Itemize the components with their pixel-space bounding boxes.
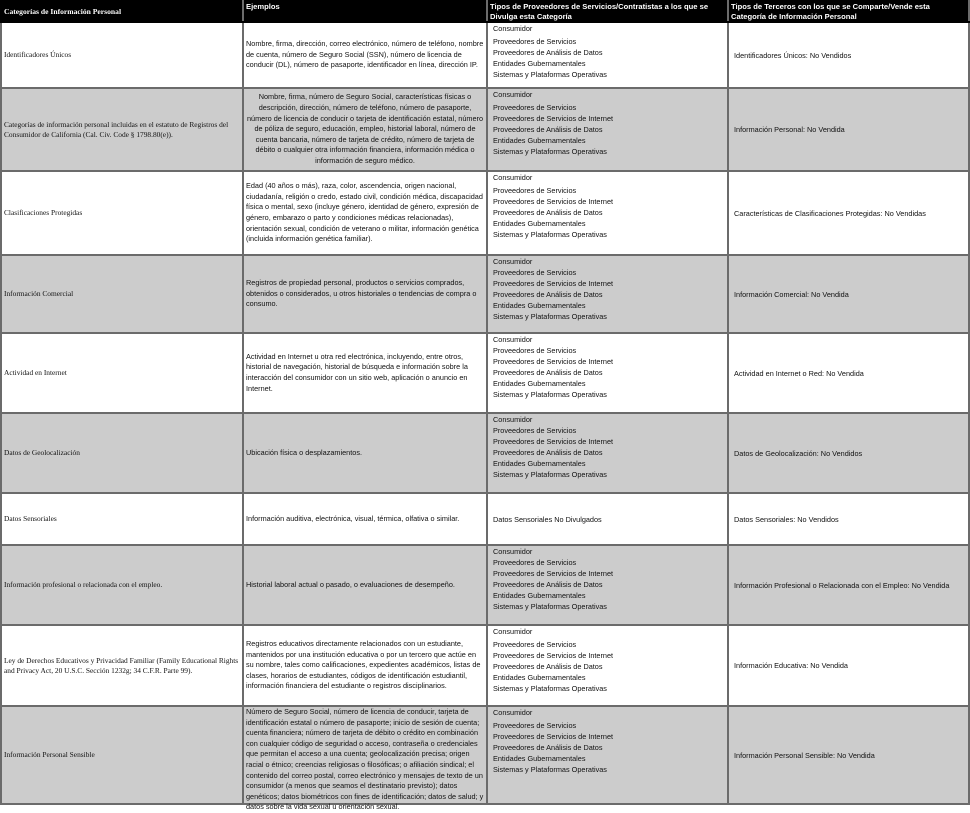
examples-text: Nombre, firma, dirección, correo electrónico, número de teléfono, nombre de cuenta, número de Seguro Social (SSN), número de licencia de conducir (DL), número de pasaporte, identificador en línea, dirección IP. bbox=[246, 39, 484, 70]
provider-item: Proveedores de Servicios bbox=[493, 186, 577, 195]
table-row bbox=[1, 171, 969, 255]
third-parties-cell: Características de Clasificaciones Protegidas: No Vendidas bbox=[728, 171, 969, 255]
provider-item: Consumidor bbox=[493, 173, 533, 182]
provider-item: Entidades Gubernamentales bbox=[493, 591, 586, 600]
provider-item: Proveedores de Servicios de Internet bbox=[493, 357, 614, 366]
provider-item: Proveedores de Análisis de Datos bbox=[493, 48, 603, 57]
examples-cell bbox=[243, 625, 487, 706]
header-row bbox=[1, 1, 969, 22]
provider-item: Sistemas y Plataformas Operativas bbox=[493, 390, 607, 399]
third-parties-cell: Datos Sensoriales: No Vendidos bbox=[728, 493, 969, 545]
providers-cell bbox=[487, 88, 728, 171]
header-third-parties: Tipos de Terceros con los que se Comparte/Vende esta Categoría de Información Personal bbox=[728, 1, 969, 22]
third-parties-cell: Datos de Geolocalización: No Vendidos bbox=[728, 413, 969, 493]
provider-item: Sistemas y Plataformas Operativas bbox=[493, 602, 607, 611]
provider-item: Proveedores de Servicios bbox=[493, 268, 577, 277]
provider-item: Sistemas y Plataformas Operativas bbox=[493, 684, 607, 693]
examples-cell bbox=[243, 333, 487, 413]
examples-cell bbox=[243, 255, 487, 333]
examples-text: Registros de propiedad personal, productos o servicios comprados, obtenidos o considerados, u otros historiales o tendencias de compra o consumo. bbox=[246, 278, 477, 309]
provider-item: Sistemas y Plataformas Operativas bbox=[493, 470, 607, 479]
provider-item: Proveedores de Servicios de Internet bbox=[493, 569, 614, 578]
provider-item: Sistemas y Plataformas Operativas bbox=[493, 765, 607, 774]
provider-item: Proveedores de Análisis de Datos bbox=[493, 368, 603, 377]
provider-item: Consumidor bbox=[493, 547, 533, 556]
provider-item: Entidades Gubernamentales bbox=[493, 219, 586, 228]
providers-cell bbox=[487, 493, 728, 545]
provider-item: Proveedores de Análisis de Datos bbox=[493, 290, 603, 299]
third-parties-cell: Información Personal Sensible: No Vendida bbox=[728, 706, 969, 804]
category-cell: Clasificaciones Protegidas bbox=[1, 171, 243, 255]
provider-item: Proveedores de Servicios de Internet bbox=[493, 279, 614, 288]
provider-item: Proveedores de Análisis de Datos bbox=[493, 662, 603, 671]
third-parties-cell: Actividad en Internet o Red: No Vendida bbox=[728, 333, 969, 413]
providers-cell bbox=[487, 545, 728, 625]
provider-item: Proveedores de Análisis de Datos bbox=[493, 580, 603, 589]
category-cell: Categorías de información personal incluidas en el estatuto de Registros del Consumidor de California (Cal. Civ. Code § 1798.80(e)). bbox=[1, 88, 243, 171]
examples-cell bbox=[243, 413, 487, 493]
provider-item: Proveedores de Servicios de Internet bbox=[493, 114, 614, 123]
category-cell: Información Comercial bbox=[1, 255, 243, 333]
provider-item: Proveedores de Servicios bbox=[493, 426, 577, 435]
provider-item: Proveedores de Análisis de Datos bbox=[493, 743, 603, 752]
examples-cell bbox=[243, 545, 487, 625]
providers-cell bbox=[487, 255, 728, 333]
provider-item: Consumidor bbox=[493, 257, 533, 266]
header-examples: Ejemplos bbox=[243, 1, 487, 22]
examples-text: Nombre, firma, número de Seguro Social, características físicas o descripción, dirección, número de teléfono, número de pasaporte, número de licencia de conducir o tarjeta de identificación estatal, número de póliza de seguro, educación, empleo, historial laboral, número de cuenta bancaria, número de tarjeta de crédito, número de tarjeta de débito o cualquier otra información financiera, información médica o información de seguro médico. bbox=[246, 92, 484, 165]
examples-text: Ubicación física o desplazamientos. bbox=[246, 447, 362, 457]
category-cell: Datos Sensoriales bbox=[1, 493, 243, 545]
provider-item: Proveedores de Servicios de Internet bbox=[493, 732, 614, 741]
provider-item: Entidades Gubernamentales bbox=[493, 673, 586, 682]
provider-item: Sistemas y Plataformas Operativas bbox=[493, 230, 607, 239]
providers-cell bbox=[487, 625, 728, 706]
examples-cell bbox=[243, 493, 487, 545]
provider-item: Proveedores de Servicios bbox=[493, 37, 577, 46]
provider-item: Proveedores de Servicios de Internet bbox=[493, 197, 614, 206]
examples-cell bbox=[243, 171, 487, 255]
examples-text: Registros educativos directamente relacionados con un estudiante, mantenidos por una institución educativa o por un tercero que actúe en su nombre, tales como calificaciones, expedientes académicos, listas de clases, horarios de estudiantes, códigos de identificación estudiantil, información financiera del estudiante o registros disciplinarios. bbox=[246, 639, 481, 691]
providers-cell bbox=[487, 171, 728, 255]
provider-item: Entidades Gubernamentales bbox=[493, 459, 586, 468]
provider-item: Consumidor bbox=[493, 415, 533, 424]
third-parties-cell: Información Personal: No Vendida bbox=[728, 88, 969, 171]
table-row bbox=[1, 493, 969, 545]
provider-item: Proveedores de Servicios bbox=[493, 640, 577, 649]
provider-item: Proveedores de Análisis de Datos bbox=[493, 125, 603, 134]
provider-item: Entidades Gubernamentales bbox=[493, 754, 586, 763]
examples-text: Actividad en Internet u otra red electrónica, incluyendo, entre otros, historial de navegación, historial de búsqueda e información sobre la interacción del consumidor con un sitio web, aplicación o anuncio en Internet. bbox=[246, 351, 468, 393]
provider-item: Proveedores de Servicios bbox=[493, 346, 577, 355]
table-row bbox=[1, 545, 969, 625]
third-parties-cell: Información Educativa: No Vendida bbox=[728, 625, 969, 706]
examples-cell bbox=[243, 22, 487, 88]
examples-text: Información auditiva, electrónica, visual, térmica, olfativa o similar. bbox=[246, 513, 460, 523]
examples-text: Historial laboral actual o pasado, o evaluaciones de desempeño. bbox=[246, 579, 455, 589]
category-cell: Identificadores Únicos bbox=[1, 22, 243, 88]
table-row bbox=[1, 333, 969, 413]
provider-item: Sistemas y Plataformas Operativas bbox=[493, 147, 607, 156]
table-row bbox=[1, 413, 969, 493]
header-providers: Tipos de Proveedores de Servicios/Contratistas a los que se Divulga esta Categoría bbox=[487, 1, 728, 22]
provider-item: Consumidor bbox=[493, 90, 533, 99]
header-categories: Categorías de Información Personal bbox=[1, 1, 243, 22]
provider-item: Proveedores de Análisis de Datos bbox=[493, 448, 603, 457]
provider-item: Sistemas y Plataformas Operativas bbox=[493, 70, 607, 79]
provider-item: Sistemas y Plataformas Operativas bbox=[493, 312, 607, 321]
table-row bbox=[1, 255, 969, 333]
examples-text: Edad (40 años o más), raza, color, ascendencia, origen nacional, ciudadanía, religión o credo, estado civil, condición médica, discapacidad física o mental, sexo (incluye género, identidad de género, expresión de género, embarazo o parto y condiciones médicas relacionadas), orientación sexual, condición de veterano o militar, información genética (incluida información genética familiar). bbox=[246, 181, 483, 244]
provider-item: Consumidor bbox=[493, 708, 533, 717]
provider-item: Proveedores de Servicios bbox=[493, 721, 577, 730]
providers-cell bbox=[487, 22, 728, 88]
category-cell: Actividad en Internet bbox=[1, 333, 243, 413]
providers-cell bbox=[487, 706, 728, 804]
provider-item: Consumidor bbox=[493, 627, 533, 636]
examples-cell bbox=[243, 88, 487, 171]
third-parties-cell: Información Comercial: No Vendida bbox=[728, 255, 969, 333]
provider-item: Entidades Gubernamentales bbox=[493, 59, 586, 68]
provider-item: Proveedores de Análisis de Datos bbox=[493, 208, 603, 217]
third-parties-cell: Información Profesional o Relacionada con el Empleo: No Vendida bbox=[728, 545, 969, 625]
provider-item: Entidades Gubernamentales bbox=[493, 136, 586, 145]
provider-item: Proveedores de Servicios de Internet bbox=[493, 651, 614, 660]
providers-cell bbox=[487, 413, 728, 493]
table-row bbox=[1, 22, 969, 88]
examples-cell bbox=[243, 706, 487, 812]
providers-cell bbox=[487, 333, 728, 413]
provider-item: Entidades Gubernamentales bbox=[493, 379, 586, 388]
table-row bbox=[1, 88, 969, 171]
provider-item: Proveedores de Servicios bbox=[493, 558, 577, 567]
provider-item: Consumidor bbox=[493, 335, 533, 344]
provider-item: Entidades Gubernamentales bbox=[493, 301, 586, 310]
category-cell: Datos de Geolocalización bbox=[1, 413, 243, 493]
third-parties-cell: Identificadores Únicos: No Vendidos bbox=[728, 22, 969, 88]
provider-item: Proveedores de Servicios de Internet bbox=[493, 437, 614, 446]
provider-item: Proveedores de Servicios bbox=[493, 103, 577, 112]
table-row bbox=[1, 706, 969, 804]
examples-text: Número de Seguro Social, número de licencia de conducir, tarjeta de identificación estatal o número de pasaporte; inicio de sesión de cuenta; cuenta financiera; número de tarjeta de débito o crédito en combinación con cualquier código de seguridad o acceso, contraseña o credenciales que permitan el acceso a una cuenta; geolocalización precisa; origen racial o étnico; creencias religiosas o filosóficas; o afiliación sindical; el contenido del correo postal, correo electrónico y mensajes de texto de un consumidor (a menos que seamos el destinatario previsto); datos genéticos; datos biométricos con fines de identificación; datos de salud; y datos sobre la vida sexual u orientación sexual. bbox=[246, 707, 484, 812]
category-cell: Información profesional o relacionada con el empleo. bbox=[1, 545, 243, 625]
table-row bbox=[1, 625, 969, 706]
category-cell: Información Personal Sensible bbox=[1, 706, 243, 804]
category-cell: Ley de Derechos Educativos y Privacidad Familiar (Family Educational Rights and Privacy Act, 20 U.S.C. Sección 1232g; 34 C.F.R. Parte 99). bbox=[1, 625, 243, 706]
provider-item: Consumidor bbox=[493, 24, 533, 33]
provider-item: Datos Sensoriales No Divulgados bbox=[493, 514, 602, 524]
